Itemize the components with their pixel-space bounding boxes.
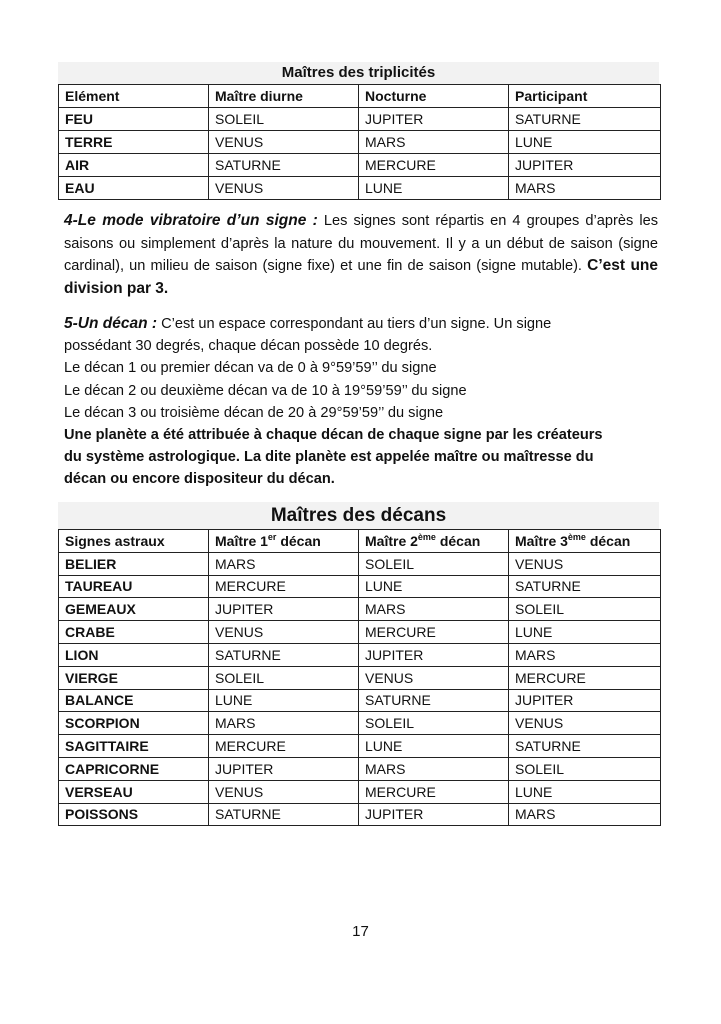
table-row xyxy=(59,131,661,154)
column-header: Participant xyxy=(509,85,661,108)
table-cell: JUPITER xyxy=(359,803,509,826)
table-header-row xyxy=(59,85,661,108)
table-row xyxy=(59,780,661,803)
table-cell: VIERGE xyxy=(59,666,209,689)
text-line: possédant 30 degrés, chaque décan possède 10 degrés. xyxy=(64,338,433,355)
text-line: Le décan 3 ou troisième décan de 20 à 29°59’59’’ du signe xyxy=(64,404,444,421)
table-cell: CAPRICORNE xyxy=(59,757,209,780)
table-cell: CRABE xyxy=(59,621,209,644)
table-cell: SOLEIL xyxy=(359,552,509,575)
table-row xyxy=(59,177,661,200)
text-line: Le décan 1 ou premier décan va de 0 à 9°59’59’’ du signe xyxy=(64,360,437,377)
table-cell: JUPITER xyxy=(209,598,359,621)
table-cell: VENUS xyxy=(209,780,359,803)
column-header: Maître 1er décan xyxy=(209,530,359,553)
table-row xyxy=(59,712,661,735)
table-row xyxy=(59,666,661,689)
table-row xyxy=(59,108,661,131)
table-cell: MERCURE xyxy=(209,735,359,758)
table-cell: VENUS xyxy=(209,621,359,644)
table-cell: MARS xyxy=(509,803,661,826)
table-cell: VENUS xyxy=(209,177,359,200)
table-row xyxy=(59,621,661,644)
table-row xyxy=(59,643,661,666)
decans-title: Maîtres des décans xyxy=(58,502,659,529)
column-header: Maître 3ème décan xyxy=(509,530,661,553)
table-cell: VENUS xyxy=(359,666,509,689)
table-cell: MARS xyxy=(209,712,359,735)
section-heading: 5-Un décan : xyxy=(64,315,158,332)
text-line: Le décan 2 ou deuxième décan va de 10 à 19°59’59’’ du signe xyxy=(64,382,467,399)
table-cell: BELIER xyxy=(59,552,209,575)
table-cell: POISSONS xyxy=(59,803,209,826)
table-cell: SOLEIL xyxy=(359,712,509,735)
mode-vibratoire-paragraph xyxy=(64,210,658,300)
table-cell: GEMEAUX xyxy=(59,598,209,621)
column-header: Maître diurne xyxy=(209,85,359,108)
triplicites-table xyxy=(58,84,661,200)
page-number: 17 xyxy=(352,923,369,940)
table-cell: JUPITER xyxy=(509,689,661,712)
table-cell: LUNE xyxy=(509,621,661,644)
table-cell: MARS xyxy=(509,643,661,666)
text-line-bold: décan ou encore dispositeur du décan. xyxy=(64,471,335,488)
table-cell: SCORPION xyxy=(59,712,209,735)
table-cell: LION xyxy=(59,643,209,666)
table-cell: AIR xyxy=(59,154,209,177)
table-row xyxy=(59,552,661,575)
table-cell: MERCURE xyxy=(359,780,509,803)
decan-paragraph xyxy=(64,313,658,491)
table-cell: SOLEIL xyxy=(209,108,359,131)
triplicites-title: Maîtres des triplicités xyxy=(58,62,659,84)
text-line xyxy=(64,313,658,335)
table-cell: VENUS xyxy=(509,552,661,575)
table-cell: MERCURE xyxy=(209,575,359,598)
table-row xyxy=(59,154,661,177)
table-cell: JUPITER xyxy=(509,154,661,177)
table-cell: MERCURE xyxy=(509,666,661,689)
table-cell: JUPITER xyxy=(209,757,359,780)
paragraph-emphasis: C’est une division par 3. xyxy=(64,257,659,297)
table-row xyxy=(59,757,661,780)
table-cell: MARS xyxy=(359,131,509,154)
table-row xyxy=(59,803,661,826)
table-header-row xyxy=(59,530,661,553)
table-cell: SATURNE xyxy=(359,689,509,712)
table-cell: MERCURE xyxy=(359,154,509,177)
paragraph-text: Les signes sont répartis en 4 groupes d’après les saisons ou simplement d’après la nature du mouvement. Il y a un début de saison (signe cardinal), un milieu de saison (signe fixe) et une fin de saison (signe mutable). xyxy=(64,213,659,275)
table-cell: MARS xyxy=(359,757,509,780)
section-heading: 4-Le mode vibratoire d’un signe : xyxy=(64,212,318,229)
table-cell: VERSEAU xyxy=(59,780,209,803)
table-cell: SAGITTAIRE xyxy=(59,735,209,758)
table-cell: FEU xyxy=(59,108,209,131)
table-cell: SATURNE xyxy=(209,154,359,177)
table-cell: BALANCE xyxy=(59,689,209,712)
table-cell: LUNE xyxy=(509,780,661,803)
table-cell: TAUREAU xyxy=(59,575,209,598)
table-cell: SATURNE xyxy=(509,108,661,131)
decans-table xyxy=(58,529,661,826)
table-cell: SOLEIL xyxy=(209,666,359,689)
table-cell: MARS xyxy=(209,552,359,575)
table-cell: EAU xyxy=(59,177,209,200)
table-row xyxy=(59,575,661,598)
paragraph-text: C’est un espace correspondant au tiers d’un signe. Un signe xyxy=(157,316,552,332)
table-cell: LUNE xyxy=(359,177,509,200)
table-cell: SATURNE xyxy=(509,735,661,758)
table-cell: LUNE xyxy=(359,575,509,598)
table-row xyxy=(59,598,661,621)
table-cell: LUNE xyxy=(359,735,509,758)
table-row xyxy=(59,689,661,712)
table-cell: LUNE xyxy=(509,131,661,154)
table-cell: SATURNE xyxy=(209,803,359,826)
table-cell: SATURNE xyxy=(509,575,661,598)
decans-table-body xyxy=(59,552,661,826)
column-header: Maître 2ème décan xyxy=(359,530,509,553)
table-cell: SOLEIL xyxy=(509,598,661,621)
table-cell: TERRE xyxy=(59,131,209,154)
table-cell: SOLEIL xyxy=(509,757,661,780)
table-cell: SATURNE xyxy=(209,643,359,666)
text-line-bold: du système astrologique. La dite planète est appelée maître ou maîtresse du xyxy=(64,449,594,466)
table-cell: MARS xyxy=(359,598,509,621)
table-cell: LUNE xyxy=(209,689,359,712)
column-header: Elément xyxy=(59,85,209,108)
table-cell: JUPITER xyxy=(359,108,509,131)
column-header: Signes astraux xyxy=(59,530,209,553)
column-header: Nocturne xyxy=(359,85,509,108)
table-cell: VENUS xyxy=(509,712,661,735)
table-cell: JUPITER xyxy=(359,643,509,666)
table-cell: MARS xyxy=(509,177,661,200)
table-cell: VENUS xyxy=(209,131,359,154)
table-cell: MERCURE xyxy=(359,621,509,644)
text-line-bold: Une planète a été attribuée à chaque décan de chaque signe par les créateurs xyxy=(64,427,603,444)
table-row xyxy=(59,735,661,758)
